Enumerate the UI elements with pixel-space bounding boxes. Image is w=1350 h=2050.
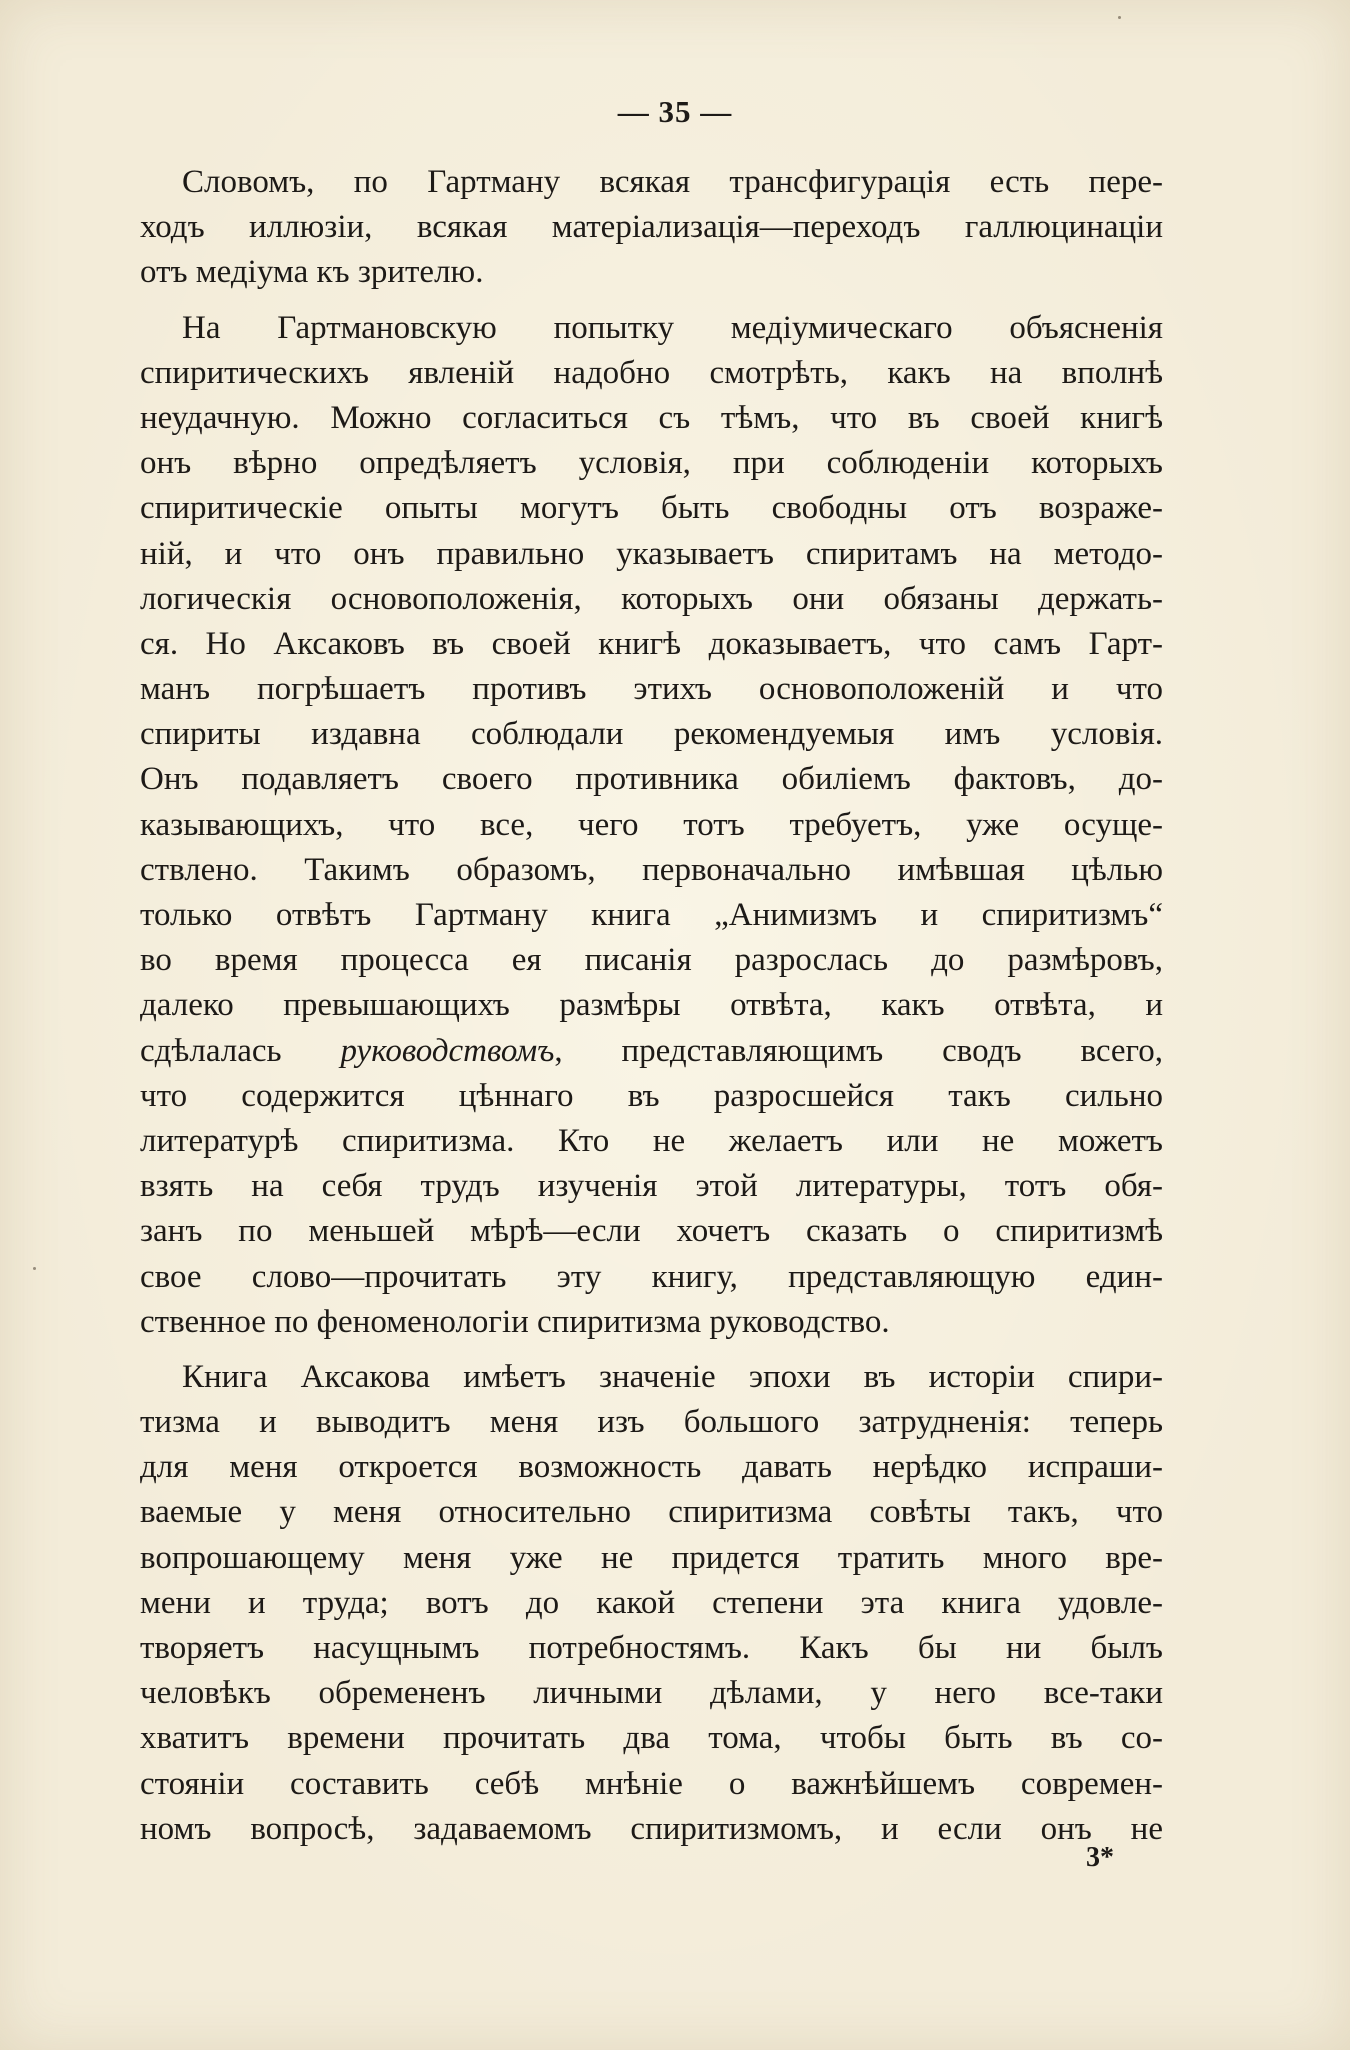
text-line: неудачную. Можно согласиться съ тѣмъ, что въ своей книгѣ [140,399,1163,436]
text-line: ходъ иллюзіи, всякая матеріализація—переходъ галлюцинаціи [140,209,1163,246]
page-number: — 35 — [617,94,733,129]
text-line: мени и труда; вотъ до какой степени эта книга удовле- [140,1584,1163,1621]
text-line: свое слово—прочитать эту книгу, представляющую един- [140,1258,1163,1295]
text-line-with-italic: сдѣлалась руководствомъ, представляющимъ сводъ всего, [140,1032,1163,1069]
text-line: человѣкъ обремененъ личными дѣлами, у него все-таки [140,1675,1163,1712]
paragraph-3 [140,1355,1163,1852]
text-line: хватитъ времени прочитать два тома, чтобы быть въ со- [140,1720,1163,1757]
italic-emphasis: руководствомъ [340,1032,555,1069]
page-body [140,160,1163,1862]
text-line: стояніи составить себѣ мнѣніе о важнѣйшемъ современ- [140,1765,1163,1802]
text-line: ствлено. Такимъ образомъ, первоначально имѣвшая цѣлью [140,851,1163,888]
signature-mark: 3* [1086,1842,1114,1873]
text-line: спиритическихъ явленій надобно смотрѣть, какъ на вполнѣ [140,354,1163,391]
text-line: для меня откроется возможность давать нерѣдко испраши- [140,1449,1163,1486]
text-line: онъ вѣрно опредѣляетъ условія, при соблюденіи которыхъ [140,445,1163,482]
text-line: что содержится цѣннаго въ разросшейся такъ сильно [140,1077,1163,1114]
text-line: ваемые у меня относительно спиритизма совѣты такъ, что [140,1494,1163,1531]
text-line: творяетъ насущнымъ потребностямъ. Какъ бы ни былъ [140,1630,1163,1666]
text-line: казывающихъ, что все, чего тотъ требуетъ, уже осуще- [140,806,1163,843]
text-line: отъ медіума къ зрителю. [140,254,484,291]
text-line: ственное по феноменологіи спиритизма руководство. [140,1303,890,1340]
text-line: Книга Аксакова имѣетъ значеніе эпохи въ исторіи спири- [182,1358,1163,1395]
print-speck [1118,16,1121,19]
text-line: занъ по меньшей мѣрѣ—если хочетъ сказать о спиритизмѣ [140,1213,1163,1250]
text-line: ся. Но Аксаковъ въ своей книгѣ доказываетъ, что самъ Гарт- [140,625,1163,662]
text-line: номъ вопросѣ, задаваемомъ спиритизмомъ, и если онъ не [140,1810,1163,1847]
paragraph-1 [140,160,1163,296]
text-line: Онъ подавляетъ своего противника обиліемъ фактовъ, до- [140,761,1163,798]
print-speck [33,1267,36,1270]
text-line: Словомъ, по Гартману всякая трансфигурація есть пере- [182,164,1163,200]
text-line: тизма и выводитъ меня изъ большого затрудненія: теперь [140,1404,1163,1441]
text-line: На Гартмановскую попытку медіумическаго объясненія [182,309,1163,346]
text-line: далеко превышающихъ размѣры отвѣта, какъ отвѣта, и [140,987,1163,1024]
text-line: логическія основоположенія, которыхъ они обязаны держать- [140,580,1163,617]
text-line: спириты издавна соблюдали рекомендуемыя имъ условія. [140,716,1163,753]
text-line: спиритическіе опыты могутъ быть свободны отъ возраже- [140,490,1163,527]
text-line: литературѣ спиритизма. Кто не желаетъ или не можетъ [140,1122,1163,1159]
text-line: манъ погрѣшаетъ противъ этихъ основоположеній и что [140,671,1163,708]
text-line: только отвѣтъ Гартману книга „Анимизмъ и спиритизмъ“ [140,897,1163,933]
text-line: вопрошающему меня уже не придется тратить много вре- [140,1539,1163,1576]
text-line: ній, и что онъ правильно указываетъ спиритамъ на методо- [140,535,1163,572]
text-line: взять на себя трудъ изученія этой литературы, тотъ обя- [140,1168,1163,1205]
text-line: во время процесса ея писанія разрослась до размѣровъ, [140,942,1163,979]
paragraph-2 [140,306,1163,1345]
